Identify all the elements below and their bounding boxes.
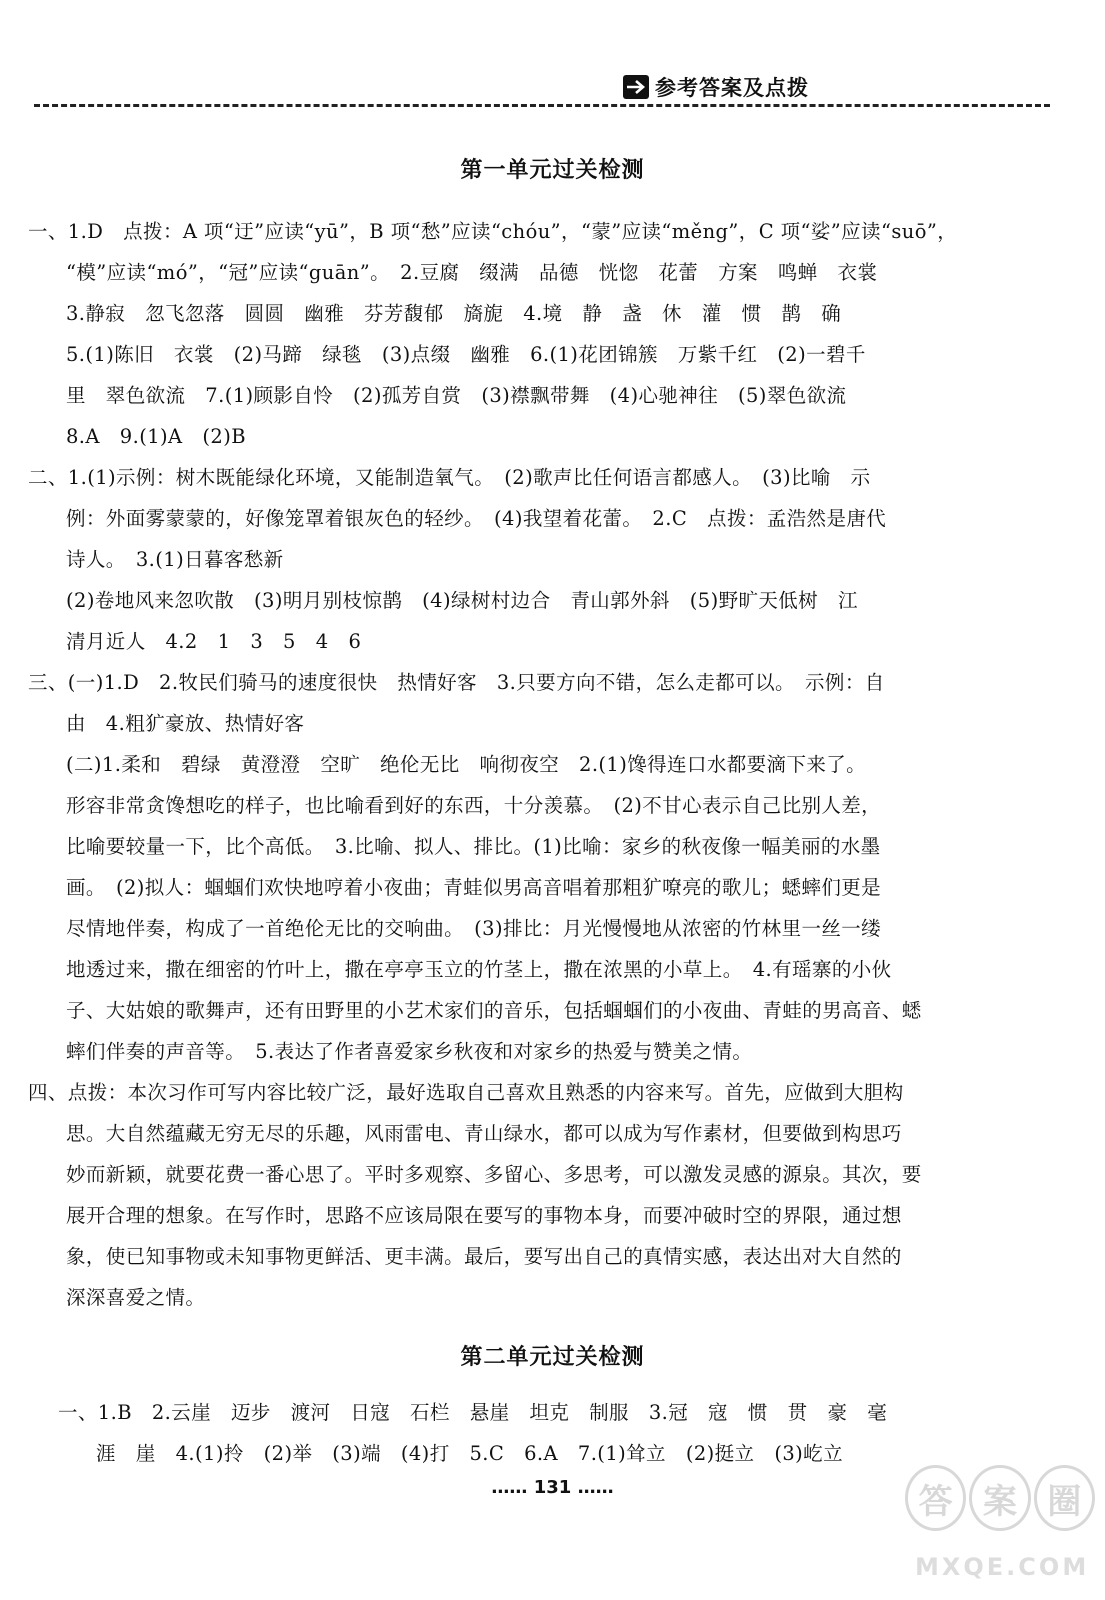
watermark-url: MXQE.COM	[915, 1553, 1090, 1581]
text-line: 诗人。 3.(1)日暮客愁新	[66, 548, 284, 571]
text-line: 妙而新颖，就要花费一番心思了。平时多观察、多留心、多思考，可以激发灵感的源泉。其次，要	[66, 1163, 922, 1186]
text-line: 一、1.D 点拨：A 项“迂”应读“yū”，B 项“愁”应读“chóu”，“蒙”应读“měng”，C 项“娑”应读“suō”，	[28, 220, 958, 243]
unit1-part3	[28, 662, 1068, 1072]
watermark	[905, 1465, 1095, 1590]
unit2-answers	[58, 1392, 1058, 1474]
text-line: 深深喜爱之情。	[66, 1286, 206, 1309]
footer-dots-right: ……	[577, 1477, 614, 1498]
watermark-char: 答	[905, 1465, 966, 1531]
text-line: 清月近人 4.2 1 3 5 4 6	[66, 630, 362, 653]
header-divider	[34, 104, 1050, 107]
text-line: 尽情地伴奏，构成了一首绝伦无比的交响曲。 (3)排比：月光慢慢地从浓密的竹林里一丝一缕	[66, 917, 882, 940]
text-line: 形容非常贪馋想吃的样子，也比喻看到好的东西，十分羡慕。 (2)不甘心表示自己比别人差，	[66, 794, 882, 817]
unit1-part4	[28, 1072, 1068, 1318]
section-title-unit1: 第一单元过关检测	[460, 158, 645, 183]
text-line: 思。大自然蕴藏无穷无尽的乐趣，风雨雷电、青山绿水，都可以成为写作素材，但要做到构思巧	[66, 1122, 902, 1145]
text-line: 三、(一)1.D 2.牧民们骑马的速度很快 热情好客 3.只要方向不错，怎么走都可以。 示例：自	[28, 671, 885, 694]
unit1-part1	[28, 211, 1068, 457]
text-line: 里 翠色欲流 7.(1)顾影自怜 (2)孤芳自赏 (3)襟飘带舞 (4)心驰神往 (5)翠色欲流	[66, 384, 847, 407]
text-line: 一、1.B 2.云崖 迈步 渡河 日寇 石栏 悬崖 坦克 制服 3.冠 寇 惯 贯 豪 毫	[58, 1401, 888, 1424]
footer-dots-left: ……	[491, 1477, 528, 1498]
text-line: (2)卷地风来忽吹散 (3)明月别枝惊鹊 (4)绿树村边合 青山郭外斜 (5)野旷天低树 江	[66, 589, 858, 612]
text-line: 展开合理的想象。在写作时，思路不应该局限在要写的事物本身，而要冲破时空的界限，通过想	[66, 1204, 902, 1227]
text-line: 象，使已知事物或未知事物更鲜活、更丰满。最后，要写出自己的真情实感，表达出对大自然的	[66, 1245, 902, 1268]
page-number-value: 131	[533, 1477, 572, 1498]
page-header	[623, 72, 809, 102]
text-line: 蟀们伴奏的声音等。 5.表达了作者喜爱家乡秋夜和对家乡的热爱与赞美之情。	[66, 1040, 753, 1063]
unit2-part1	[58, 1392, 1058, 1474]
text-line: 8.A 9.(1)A (2)B	[66, 425, 246, 448]
text-line: 5.(1)陈旧 衣裳 (2)马蹄 绿毯 (3)点缀 幽雅 6.(1)花团锦簇 万紫千红 (2)一碧千	[66, 343, 866, 366]
text-line: (二)1.柔和 碧绿 黄澄澄 空旷 绝伦无比 响彻夜空 2.(1)馋得连口水都要滴下来了。	[66, 753, 867, 776]
unit1-part2	[28, 457, 1068, 662]
text-line: 例：外面雾蒙蒙的，好像笼罩着银灰色的轻纱。 (4)我望着花蕾。 2.C 点拨：孟浩然是唐代	[66, 507, 887, 530]
arrow-right-icon	[623, 75, 649, 99]
text-line: “模”应读“mó”，“冠”应读“guān”。 2.豆腐 缀满 品德 恍惚 花蕾 方案 鸣蝉 衣裳	[66, 261, 878, 284]
section-title-unit2: 第二单元过关检测	[460, 1345, 645, 1370]
watermark-char: 圈	[1034, 1465, 1095, 1531]
text-line: 画。 (2)拟人：蝈蝈们欢快地哼着小夜曲；青蛙似男高音唱着那粗犷嘹亮的歌儿；蟋蟀们更是	[66, 876, 882, 899]
text-line: 地透过来，撒在细密的竹叶上，撒在亭亭玉立的竹茎上，撒在浓黑的小草上。 4.有瑶寨的小伙	[66, 958, 892, 981]
text-line: 二、1.(1)示例：树木既能绿化环境，又能制造氧气。 (2)歌声比任何语言都感人。 (3)比喻 示	[28, 466, 871, 489]
text-line: 子、大姑娘的歌舞声，还有田野里的小艺术家们的音乐，包括蝈蝈们的小夜曲、青蛙的男高音、蟋	[66, 999, 922, 1022]
watermark-char: 案	[969, 1465, 1030, 1531]
text-line: 3.静寂 忽飞忽落 圆圆 幽雅 芬芳馥郁 旖旎 4.境 静 盏 休 灌 惯 鹊 确	[66, 302, 842, 325]
text-line: 比喻要较量一下，比个高低。 3.比喻、拟人、排比。(1)比喻：家乡的秋夜像一幅美丽的水墨	[66, 835, 881, 858]
header-title: 参考答案及点拨	[655, 76, 809, 100]
unit1-answers	[28, 211, 1068, 1318]
text-line: 由 4.粗犷豪放、热情好客	[66, 712, 305, 735]
text-line: 四、点拨：本次习作可写内容比较广泛，最好选取自己喜欢且熟悉的内容来写。首先，应做到大胆构	[28, 1081, 904, 1104]
text-line: 涯 崖 4.(1)拎 (2)举 (3)端 (4)打 5.C 6.A 7.(1)耸立 (2)挺立 (3)屹立	[96, 1442, 843, 1465]
